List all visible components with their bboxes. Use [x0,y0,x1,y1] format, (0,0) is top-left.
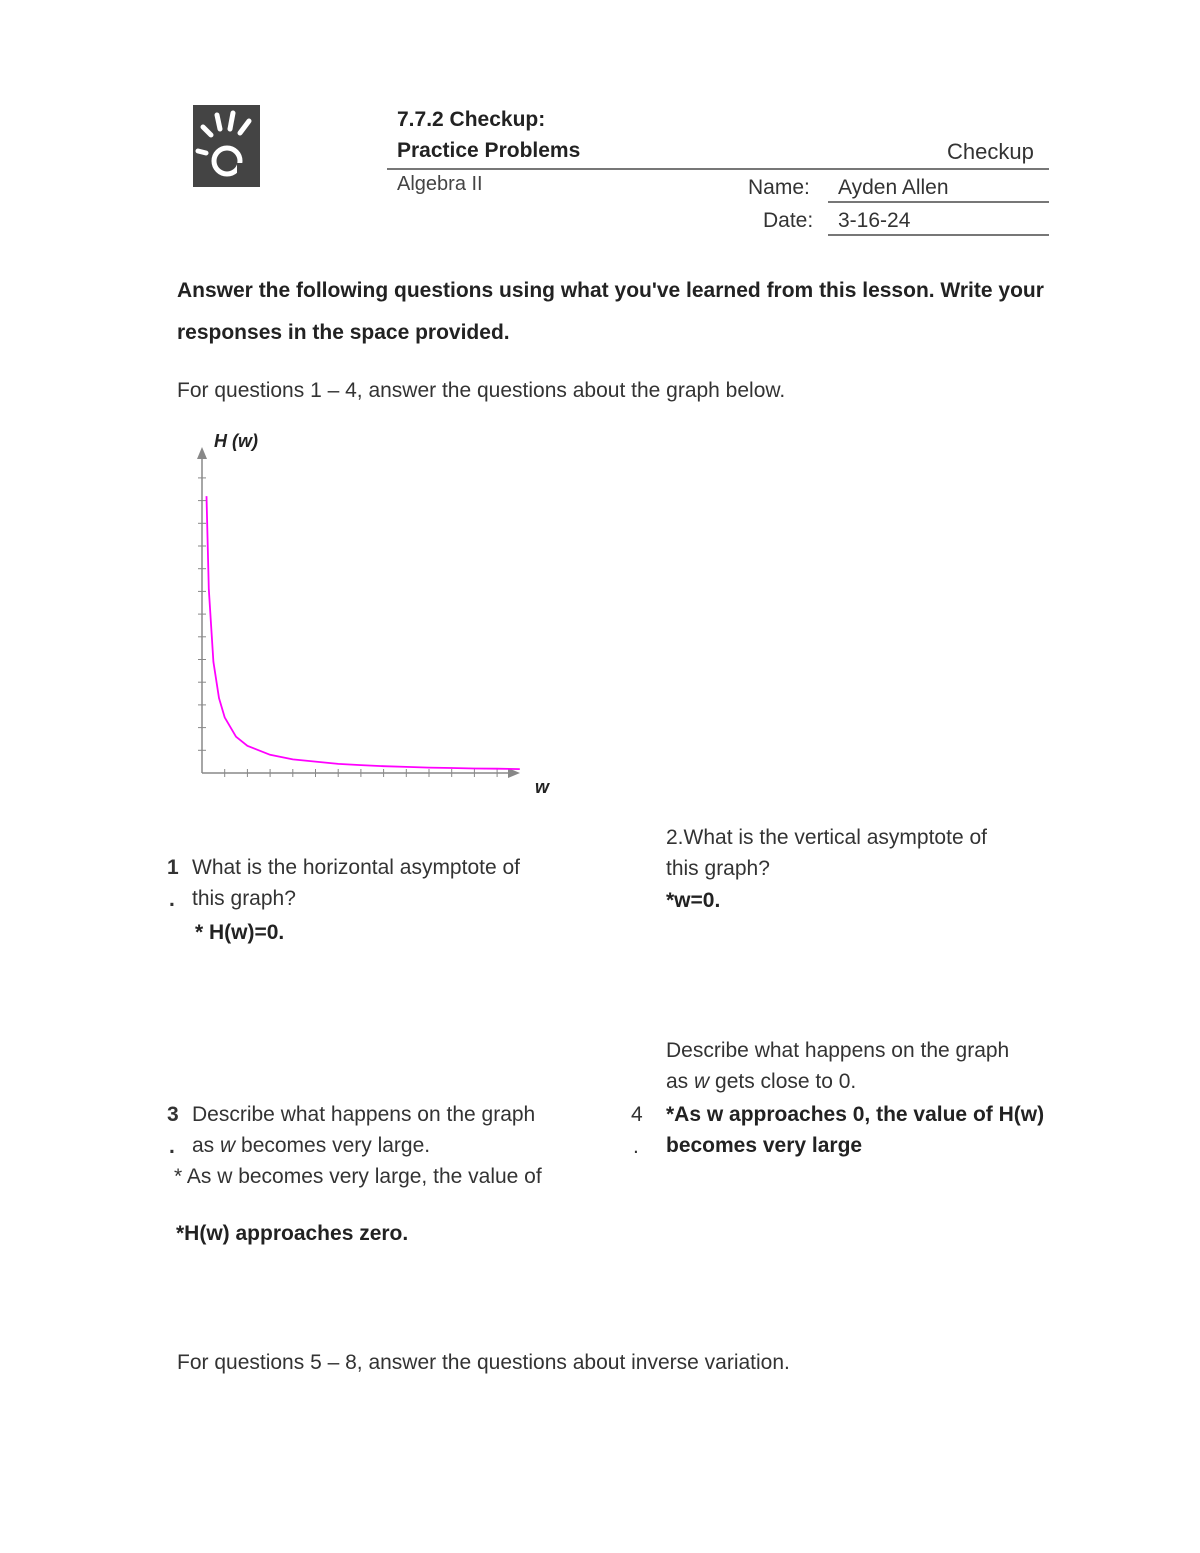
question-3-line2: as w becomes very large. [192,1134,431,1157]
lesson-title: 7.7.2 Checkup: [397,108,546,131]
question-3-answer-line2[interactable]: *H(w) approaches zero. [176,1222,409,1245]
question-2-line1: 2.What is the vertical asymptote of [666,826,987,849]
question-1-line1: What is the horizontal asymptote of [192,856,520,879]
question-2-answer[interactable]: *w=0. [666,889,721,912]
question-1-dot: . [169,888,175,911]
header-divider [387,168,1049,170]
question-4-dot: . [633,1135,639,1158]
date-label: Date: [763,209,814,232]
question-3-line1: Describe what happens on the graph [192,1103,536,1126]
question-4-answer-line1[interactable]: *As w approaches 0, the value of H(w) [666,1103,1045,1126]
question-3-dot: . [169,1135,175,1158]
instructions: Answer the following questions using what you've learned from this lesson. Write your responses in the space provided. [177,279,1044,344]
date-underline [828,234,1049,236]
lesson-subtitle: Practice Problems [397,139,581,162]
intro-questions-5-8: For questions 5 – 8, answer the questions about inverse variation. [177,1351,790,1374]
question-1-number: 1 [167,856,179,879]
x-axis-label: w [535,777,550,797]
question-4-number: 4 [631,1103,643,1126]
intro-questions-1-4: For questions 1 – 4, answer the questions about the graph below. [177,379,786,402]
name-label: Name: [748,176,810,199]
name-underline [828,201,1049,203]
document-type: Checkup [947,139,1034,164]
date-field[interactable]: 3-16-24 [838,209,911,232]
y-axis-label: H (w) [214,431,258,451]
sunburst-logo-icon [193,105,260,187]
y-axis-arrow [197,447,207,459]
question-1-line2: this graph? [192,887,296,910]
question-2-line2: this graph? [666,857,770,880]
course-name: Algebra II [397,173,483,195]
question-4-line2: as w gets close to 0. [666,1070,857,1093]
question-4-answer-line2[interactable]: becomes very large [666,1134,863,1157]
question-4-line1: Describe what happens on the graph [666,1039,1010,1062]
asymptote-graph [180,425,560,805]
question-3-answer-line1[interactable]: * As w becomes very large, the value of [174,1165,542,1188]
function-curve [207,496,520,769]
name-field[interactable]: Ayden Allen [838,176,949,199]
question-3-number: 3 [167,1103,179,1126]
question-1-answer[interactable]: * H(w)=0. [195,921,285,944]
